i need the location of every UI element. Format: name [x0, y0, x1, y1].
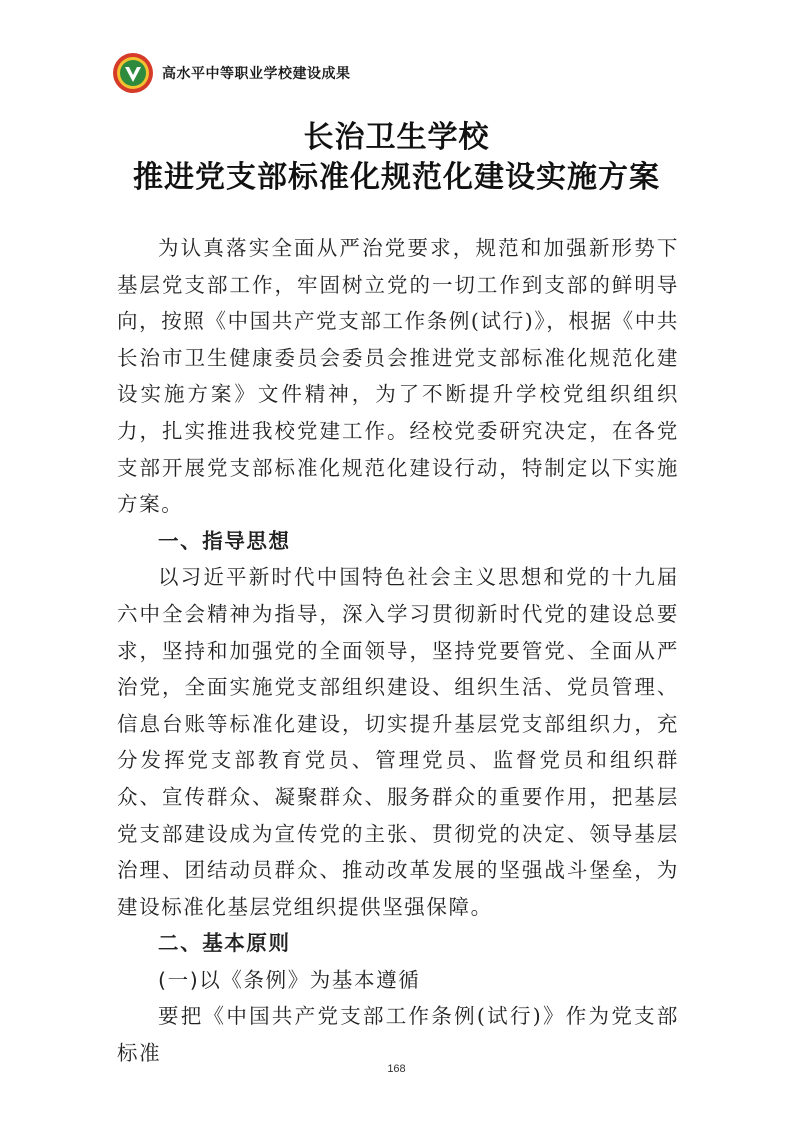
- header-title: 高水平中等职业学校建设成果: [162, 66, 351, 82]
- regulations-paragraph: 要把《中国共产党支部工作条例(试行)》作为党支部标准: [117, 1004, 679, 1066]
- page-number: 168: [387, 1063, 406, 1075]
- document-body: [117, 230, 679, 1072]
- school-emblem-icon: [112, 52, 154, 94]
- section-heading-guiding-ideology: 一、指导思想: [158, 528, 291, 553]
- intro-paragraph: 为认真落实全面从严治党要求，规范和加强新形势下基层党支部工作，牢固树立党的一切工作到支部的鲜明导向，按照《中国共产党支部工作条例(试行)》，根据《中共长治市卫生健康委员会委员会推进党支部标准化规范化建设实施方案》文件精神，为了不断提升学校党组织组织力，扎实推进我校党建工作。经校党委研究决定，在各党支部开展党支部标准化规范化建设行动，特制定以下实施方案。: [117, 236, 679, 517]
- section-heading-basic-principles: 二、基本原则: [158, 931, 291, 956]
- page-header: [112, 52, 351, 94]
- document-title-line2: 推进党支部标准化规范化建设实施方案: [133, 160, 660, 195]
- document-title-line1: 长治卫生学校: [303, 120, 490, 155]
- guiding-ideology-paragraph: 以习近平新时代中国特色社会主义思想和党的十九届六中全会精神为指导，深入学习贯彻新时代党的建设总要求，坚持和加强党的全面领导，坚持党要管党、全面从严治党，全面实施党支部组织建设、组织生活、党员管理、信息台账等标准化建设，切实提升基层党支部组织力，充分发挥党支部教育党员、管理党员、监督党员和组织群众、宣传群众、凝聚群众、服务群众的重要作用，把基层党支部建设成为宣传党的主张、贯彻党的决定、领导基层治理、团结动员群众、推动改革发展的坚强战斗堡垒，为建设标准化基层党组织提供坚强保障。: [117, 565, 679, 919]
- subsection-heading-regulations: (一)以《条例》为基本遵循: [158, 967, 421, 992]
